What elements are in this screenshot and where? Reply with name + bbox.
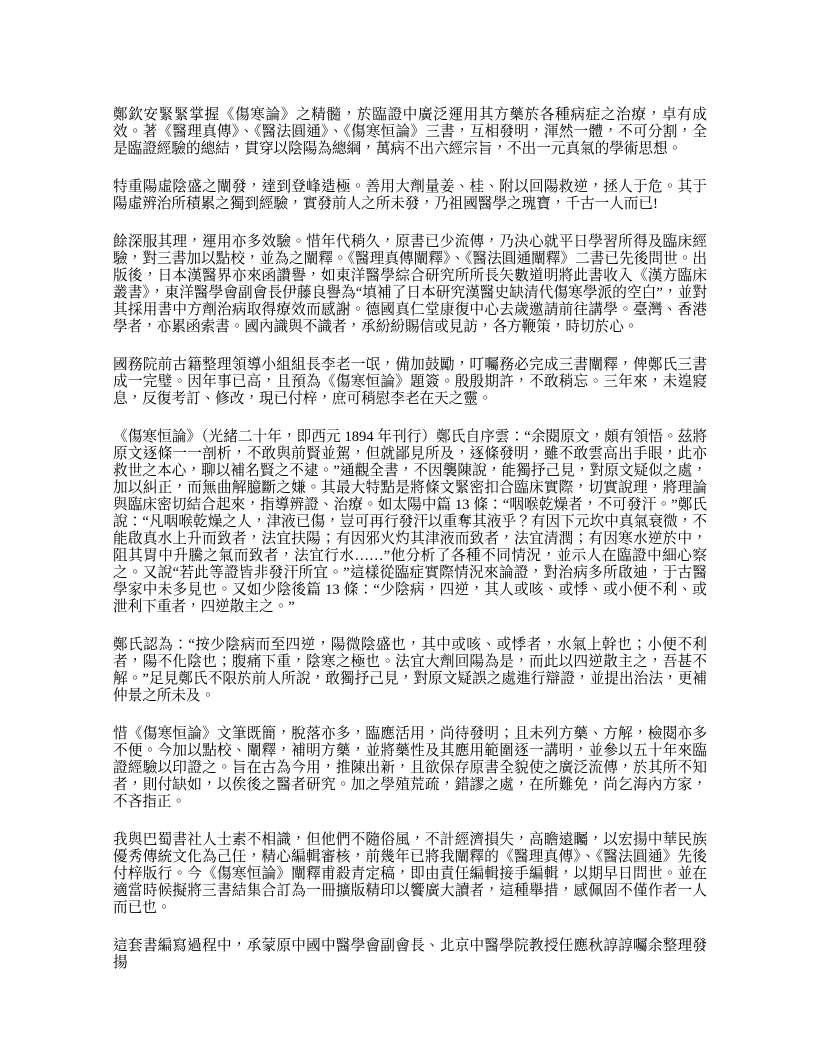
- paragraph-5: 《傷寒恒論》（光緒二十年，即西元 1894 年刊行）鄭氏自序雲：“余閱原文，頗有領悟。茲將原文逐條一一剖析，不敢與前賢並駕，但就鄙見所及，逐條發明，雖不敢雲高出手眼，此亦救世之本心，聊以補名賢之不逮。”通觀全書，不因襲陳說，能獨抒己見，對原文疑似之處，加以糾正，而無曲解臆斷之嫌。其最大特點是將條文緊密扣合臨床實際，切實說理，將理論與臨床密切結合起來，指導辨證、治療。如太陽中篇 13 條：“咽喉乾燥者，不可發汗。”鄭氏說：“凡咽喉乾燥之人，津液已傷，豈可再行發汗以重奪其液乎？有因下元坎中真氣衰微，不能啟真水上升而致者，法宜扶陽；有因邪火灼其津液而致者，法宜清潤；有因寒水逆於中，阻其胃中升騰之氣而致者，法宜行水……”他分析了各種不同情況，並示人在臨證中細心察之。又說“若此等證皆非發汗所宜。”這樣從臨症實際情況來論證，對治病多所啟迪，于古醫學家中未多見也。又如少陰後篇 13 條：“少陰病，四逆，其人或咳、或悸、或小便不利、或泄利下重者，四逆散主之。”: [113, 429, 707, 615]
- paragraph-1: 鄭欽安緊緊掌握《傷寒論》之精髓，於臨證中廣泛運用其方藥於各種病症之治療，卓有成效。著《醫理真傳》、《醫法圓通》、《傷寒恒論》三書，互相發明，渾然一體，不可分割，全是臨證經驗的總結，貫穿以陰陽為總綱，萬病不出六經宗旨，不出一元真氣的學術思想。: [113, 107, 707, 157]
- paragraph-6: 鄭氏認為：“按少陰病而至四逆，陽微陰盛也，其中或咳、或悸者，水氣上幹也；小便不利者，陽不化陰也；腹痛下重，陰寒之極也。法宜大劑回陽為是，而此以四逆散主之，吾甚不解。”足見鄭氏不限於前人所說，敢獨抒己見，對原文疑誤之處進行辯證，並提出治法，更補仲景之所未及。: [113, 637, 707, 704]
- paragraph-8: 我與巴蜀書社人士素不相識，但他們不隨俗風，不計經濟損失，高瞻遠矚，以宏揚中華民族優秀傳統文化為己任，精心編輯審核，前幾年已將我闡釋的《醫理真傳》、《醫法圓通》先後付梓版行。今《傷寒恒論》闡釋甫殺青定稿，即由責任編輯接手編輯，以期早日問世。並在適當時候擬將三書結集合訂為一冊擴版精印以饗廣大讀者，這種舉措，感佩固不僅作者一人而已也。: [113, 832, 707, 916]
- paragraph-7: 惜《傷寒恒論》文筆既簡，脫落亦多，臨應活用，尚待發明；且未列方藥、方解，檢閱亦多不便。今加以點校、闡釋，補明方藥，並將藥性及其應用範圍逐一講明，並參以五十年來臨證經驗以印證之。旨在古為今用，推陳出新，且欲保存原書全貌使之廣泛流傳，於其所不知者，則付缺如，以俟後之醫者研究。加之學殖荒疏，錯謬之處，在所難免，尚乞海內方家，不吝指正。: [113, 726, 707, 810]
- paragraph-9: 這套書編寫過程中，承蒙原中國中醫學會副會長、北京中醫學院教授任應秋諄諄囑余整理發揚: [113, 938, 707, 971]
- paragraph-2: 特重陽虛陰盛之闡發，達到登峰造極。善用大劑量姜、桂、附以回陽救逆，拯人于危。其于陽虛辨治所積累之獨到經驗，實發前人之所未發，乃祖國醫學之瑰寶，千古一人而已!: [113, 179, 707, 212]
- paragraph-4: 國務院前古籍整理領導小組組長李老一氓，備加鼓勵，叮囑務必完成三書闡釋，俾鄭氏三書成一完璧。因年事已高，且預為《傷寒恒論》題簽。殷殷期許，不敢稍忘。三年來，未遑寢息，反復考訂、修改，現已付梓，庶可稍慰李老在天之靈。: [113, 357, 707, 407]
- paragraph-3: 餘深服其理，運用亦多效驗。惜年代稍久，原書已少流傳，乃決心就平日學習所得及臨床經驗，對三書加以點校，並為之闡釋。《醫理真傳闡釋》、《醫法圓通闡釋》二書已先後問世。出版後，日本漢醫界亦來函讚譽，如東洋醫學綜合研究所所長矢數道明將此書收入《漢方臨床叢書》，東洋醫學會副會長伊藤良譽為“填補了日本研究漢醫史缺清代傷寒學派的空白”，並對其採用書中方劑治病取得療效而感謝。德國真仁堂康復中心去歲邀請前往講學。臺灣、香港學者，亦累函索書。國內識與不識者，承紛紛賜信或見訪，各方鞭策，時切於心。: [113, 234, 707, 335]
- text-block: [113, 107, 707, 972]
